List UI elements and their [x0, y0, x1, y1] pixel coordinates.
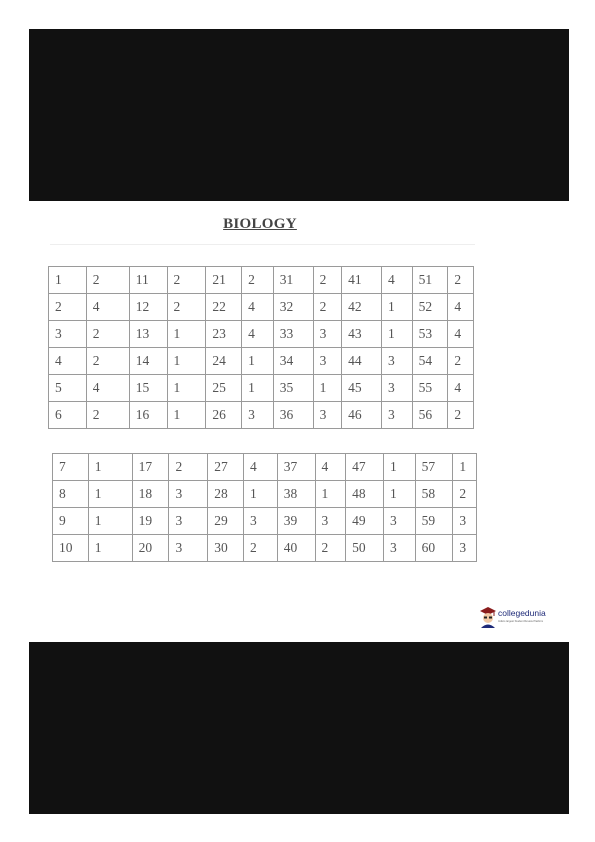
question-number-cell: 56 — [412, 402, 448, 429]
answer-cell: 3 — [383, 535, 415, 562]
question-number-cell: 1 — [49, 267, 87, 294]
answer-cell: 1 — [383, 454, 415, 481]
answer-cell: 2 — [448, 348, 474, 375]
answer-cell: 1 — [383, 481, 415, 508]
question-number-cell: 46 — [342, 402, 382, 429]
question-number-cell: 24 — [206, 348, 242, 375]
logo-tagline: India's largest Student Review Platform — [498, 620, 544, 623]
answer-cell: 4 — [448, 294, 474, 321]
question-number-cell: 22 — [206, 294, 242, 321]
answer-cell: 1 — [167, 375, 206, 402]
answer-cell: 4 — [382, 267, 413, 294]
answer-cell: 3 — [244, 508, 278, 535]
question-number-cell: 8 — [53, 481, 89, 508]
question-number-cell: 53 — [412, 321, 448, 348]
question-number-cell: 15 — [129, 375, 167, 402]
question-number-cell: 4 — [49, 348, 87, 375]
answer-cell: 4 — [448, 321, 474, 348]
question-number-cell: 20 — [132, 535, 169, 562]
answer-cell: 4 — [242, 321, 274, 348]
question-number-cell: 36 — [273, 402, 313, 429]
logo-wordmark: collegedunia — [498, 608, 546, 618]
table-row — [49, 294, 474, 321]
question-number-cell: 49 — [346, 508, 384, 535]
question-number-cell: 43 — [342, 321, 382, 348]
question-number-cell: 50 — [346, 535, 384, 562]
table-row — [53, 508, 477, 535]
student-mascot-icon — [478, 606, 498, 628]
table-row — [53, 454, 477, 481]
answer-cell: 3 — [313, 348, 342, 375]
answer-cell: 3 — [315, 508, 346, 535]
question-number-cell: 27 — [208, 454, 244, 481]
question-number-cell: 30 — [208, 535, 244, 562]
table-row — [49, 267, 474, 294]
question-number-cell: 5 — [49, 375, 87, 402]
divider — [50, 244, 475, 245]
question-number-cell: 34 — [273, 348, 313, 375]
question-number-cell: 38 — [277, 481, 315, 508]
question-number-cell: 10 — [53, 535, 89, 562]
question-number-cell: 48 — [346, 481, 384, 508]
question-number-cell: 19 — [132, 508, 169, 535]
question-number-cell: 47 — [346, 454, 384, 481]
answer-cell: 4 — [244, 454, 278, 481]
answer-cell: 2 — [448, 402, 474, 429]
question-number-cell: 52 — [412, 294, 448, 321]
question-number-cell: 29 — [208, 508, 244, 535]
table-row — [49, 321, 474, 348]
question-number-cell: 13 — [129, 321, 167, 348]
question-number-cell: 54 — [412, 348, 448, 375]
answer-cell: 3 — [453, 535, 477, 562]
answer-cell: 3 — [169, 481, 208, 508]
question-number-cell: 25 — [206, 375, 242, 402]
question-number-cell: 7 — [53, 454, 89, 481]
answer-cell: 1 — [242, 375, 274, 402]
table-row — [49, 348, 474, 375]
question-number-cell: 2 — [49, 294, 87, 321]
question-number-cell: 39 — [277, 508, 315, 535]
question-number-cell: 45 — [342, 375, 382, 402]
answer-cell: 2 — [86, 402, 129, 429]
collegedunia-logo — [478, 606, 554, 630]
answer-cell: 3 — [453, 508, 477, 535]
answer-cell: 2 — [313, 267, 342, 294]
answer-cell: 2 — [86, 348, 129, 375]
question-number-cell: 31 — [273, 267, 313, 294]
answer-cell: 2 — [453, 481, 477, 508]
answer-cell: 3 — [169, 508, 208, 535]
question-number-cell: 18 — [132, 481, 169, 508]
answer-cell: 3 — [313, 402, 342, 429]
answer-cell: 2 — [313, 294, 342, 321]
question-number-cell: 12 — [129, 294, 167, 321]
answer-cell: 2 — [315, 535, 346, 562]
answer-cell: 4 — [448, 375, 474, 402]
table-row — [53, 535, 477, 562]
question-number-cell: 57 — [415, 454, 453, 481]
question-number-cell: 6 — [49, 402, 87, 429]
answer-cell: 2 — [86, 267, 129, 294]
answer-cell: 1 — [88, 535, 132, 562]
answer-cell: 3 — [382, 375, 413, 402]
answer-cell: 1 — [167, 321, 206, 348]
redacted-block-top — [29, 29, 569, 201]
answer-key-table-2 — [52, 453, 477, 562]
table-row — [49, 375, 474, 402]
answer-cell: 2 — [448, 267, 474, 294]
question-number-cell: 9 — [53, 508, 89, 535]
answer-cell: 1 — [242, 348, 274, 375]
answer-cell: 3 — [382, 402, 413, 429]
answer-cell: 4 — [315, 454, 346, 481]
question-number-cell: 58 — [415, 481, 453, 508]
question-number-cell: 14 — [129, 348, 167, 375]
answer-cell: 4 — [86, 294, 129, 321]
answer-cell: 2 — [86, 321, 129, 348]
answer-cell: 1 — [167, 402, 206, 429]
question-number-cell: 59 — [415, 508, 453, 535]
question-number-cell: 23 — [206, 321, 242, 348]
answer-cell: 1 — [315, 481, 346, 508]
redacted-block-bottom — [29, 642, 569, 814]
answer-cell: 2 — [167, 294, 206, 321]
question-number-cell: 11 — [129, 267, 167, 294]
question-number-cell: 26 — [206, 402, 242, 429]
page-title: BIOLOGY — [223, 216, 297, 232]
question-number-cell: 55 — [412, 375, 448, 402]
answer-cell: 1 — [167, 348, 206, 375]
answer-key-table-1 — [48, 266, 474, 429]
question-number-cell: 44 — [342, 348, 382, 375]
answer-cell: 1 — [88, 508, 132, 535]
answer-cell: 3 — [382, 348, 413, 375]
answer-cell: 2 — [169, 454, 208, 481]
answer-cell: 1 — [453, 454, 477, 481]
question-number-cell: 51 — [412, 267, 448, 294]
answer-cell: 2 — [244, 535, 278, 562]
table-row — [49, 402, 474, 429]
table-row — [53, 481, 477, 508]
question-number-cell: 41 — [342, 267, 382, 294]
answer-cell: 1 — [382, 321, 413, 348]
answer-cell: 2 — [167, 267, 206, 294]
question-number-cell: 42 — [342, 294, 382, 321]
question-number-cell: 37 — [277, 454, 315, 481]
question-number-cell: 35 — [273, 375, 313, 402]
answer-cell: 3 — [383, 508, 415, 535]
answer-cell: 1 — [244, 481, 278, 508]
answer-cell: 1 — [88, 481, 132, 508]
answer-cell: 3 — [313, 321, 342, 348]
question-number-cell: 28 — [208, 481, 244, 508]
answer-cell: 3 — [242, 402, 274, 429]
question-number-cell: 17 — [132, 454, 169, 481]
answer-cell: 3 — [169, 535, 208, 562]
question-number-cell: 60 — [415, 535, 453, 562]
question-number-cell: 33 — [273, 321, 313, 348]
question-number-cell: 40 — [277, 535, 315, 562]
answer-cell: 1 — [313, 375, 342, 402]
question-number-cell: 32 — [273, 294, 313, 321]
answer-cell: 1 — [382, 294, 413, 321]
answer-cell: 2 — [242, 267, 274, 294]
question-number-cell: 3 — [49, 321, 87, 348]
question-number-cell: 16 — [129, 402, 167, 429]
answer-cell: 4 — [86, 375, 129, 402]
answer-cell: 1 — [88, 454, 132, 481]
answer-cell: 4 — [242, 294, 274, 321]
question-number-cell: 21 — [206, 267, 242, 294]
